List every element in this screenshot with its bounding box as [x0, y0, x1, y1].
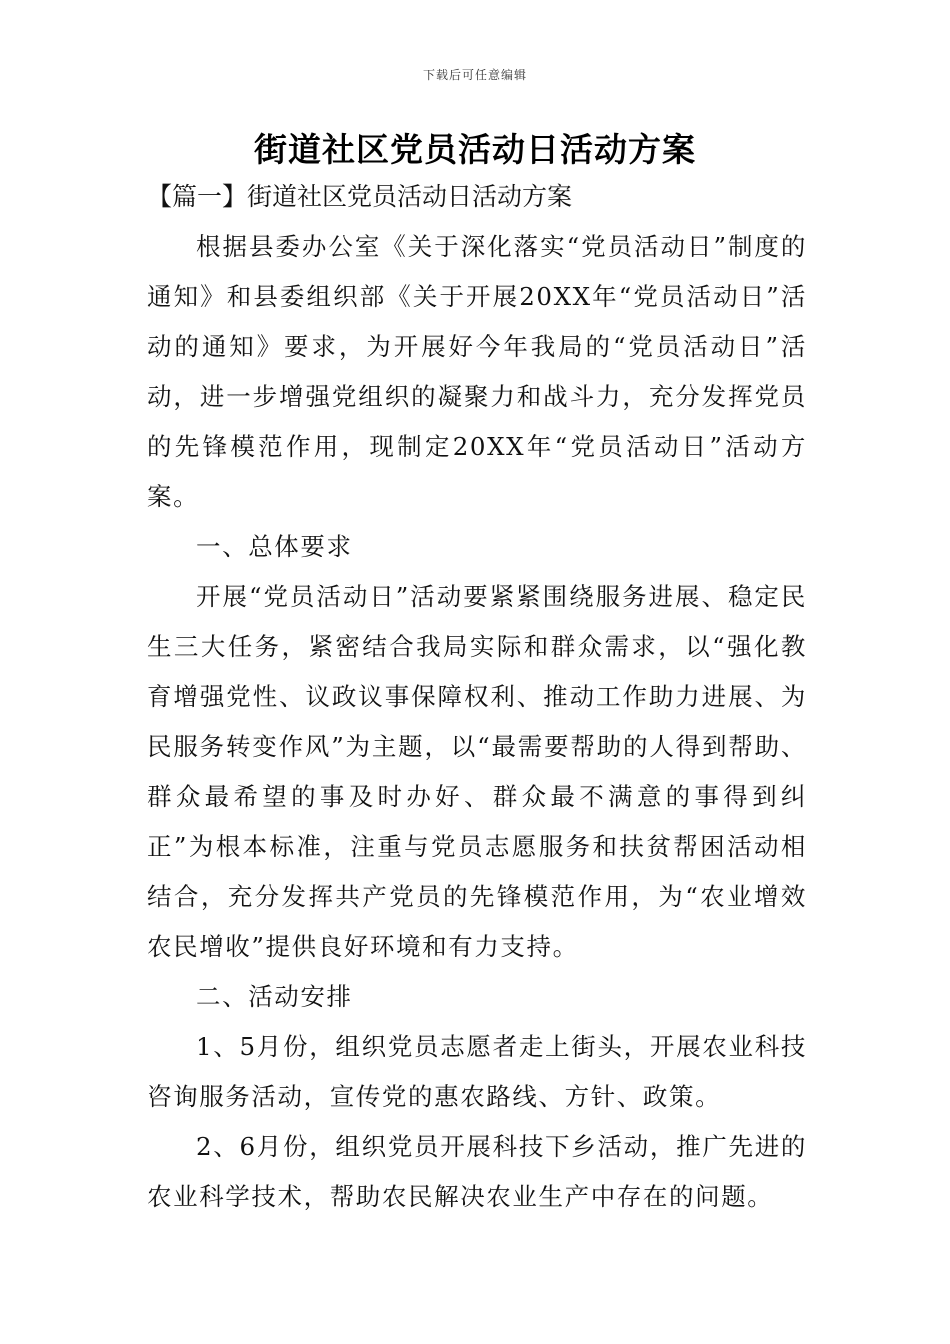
paragraph-general-requirements: 开展“党员活动日”活动要紧紧围绕服务进展、稳定民生三大任务，紧密结合我局实际和群众需求，以“强化教育增强党性、议政议事保障权利、推动工作助力进展、为民服务转变作风”为主题，以“最需要帮助的人得到帮助、群众最希望的事及时办好、群众最不满意的事得到纠正”为根本标准，注重与党员志愿服务和扶贫帮困活动相结合，充分发挥共产党员的先锋模范作用，为“农业增效农民增收”提供良好环境和有力支持。 — [147, 582, 807, 961]
heading-activity-arrangement: 二、活动安排 — [196, 982, 353, 1011]
header-note: 下载后可任意编辑 — [422, 68, 527, 82]
document-title: 街道社区党员活动日活动方案 — [254, 130, 696, 169]
paragraph-intro: 根据县委办公室《关于深化落实“党员活动日”制度的通知》和县委组织部《关于开展20XX年“党员活动日”活动的通知》要求，为开展好今年我局的“党员活动日”活动，进一步增强党组织的凝聚力和战斗力，充分发挥党员的先锋模范作用，现制定20XX年“党员活动日”活动方案。 — [147, 232, 807, 511]
section-label: 【篇一】街道社区党员活动日活动方案 — [147, 182, 573, 211]
heading-general-requirements: 一、总体要求 — [196, 532, 353, 561]
paragraph-item-1: 1、5月份，组织党员志愿者走上街头，开展农业科技咨询服务活动，宣传党的惠农路线、方针、政策。 — [147, 1032, 807, 1111]
paragraph-item-2: 2、6月份，组织党员开展科技下乡活动，推广先进的农业科学技术，帮助农民解决农业生产中存在的问题。 — [147, 1132, 807, 1211]
document-body — [147, 222, 807, 1222]
